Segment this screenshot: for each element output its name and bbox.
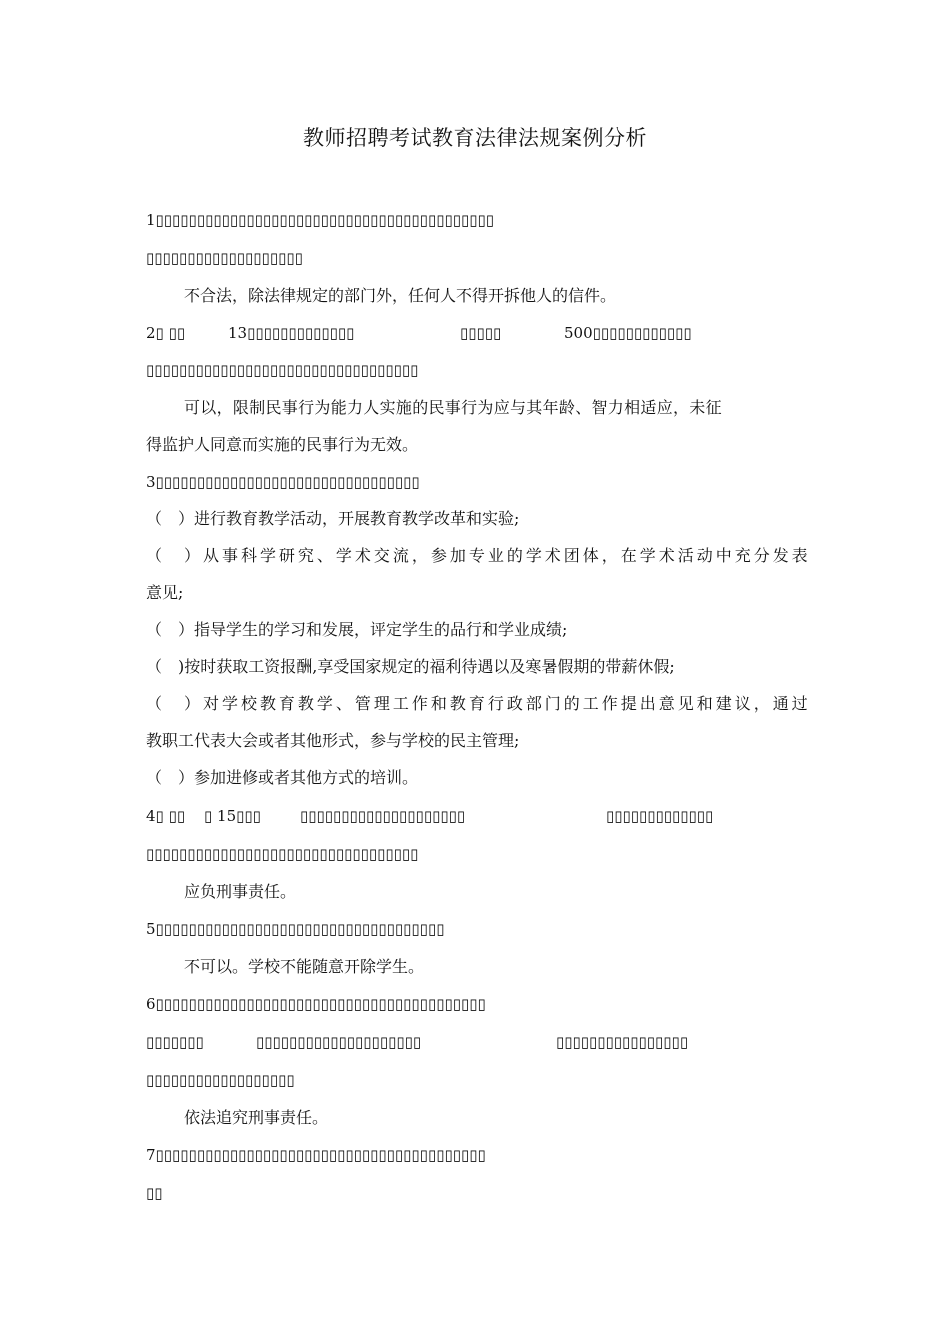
- answer-2-line-2: 得监护人同意而实施的民事行为无效。: [146, 435, 419, 454]
- question-2-seg-1: 2▯ ▯▯: [146, 324, 186, 342]
- question-7-line-1: 7▯▯▯▯▯▯▯▯▯▯▯▯▯▯▯▯▯▯▯▯▯▯▯▯▯▯▯▯▯▯▯▯▯▯▯▯▯▯▯▯: [146, 1146, 486, 1164]
- answer-3-item-5-cont: 教职工代表大会或者其他形式，参与学校的民主管理;: [146, 731, 520, 750]
- answer-2-line-1: 可以，限制民事行为能力人实施的民事行为应与其年龄、智力相适应，未征: [184, 398, 722, 417]
- question-5-line-1: 5▯▯▯▯▯▯▯▯▯▯▯▯▯▯▯▯▯▯▯▯▯▯▯▯▯▯▯▯▯▯▯▯▯▯▯: [146, 920, 445, 938]
- question-6-line-2: [146, 1032, 808, 1052]
- question-4-seg-1: 4▯ ▯▯: [146, 807, 186, 825]
- question-6-seg-3: ▯▯▯▯▯▯▯▯▯▯▯▯▯▯▯▯: [556, 1033, 689, 1051]
- question-4-line-1: [146, 806, 808, 826]
- answer-3-item-6: （ ）参加进修或者其他方式的培训。: [146, 768, 419, 787]
- question-4-line-2: ▯▯▯▯▯▯▯▯▯▯▯▯▯▯▯▯▯▯▯▯▯▯▯▯▯▯▯▯▯▯▯▯▯: [146, 845, 419, 863]
- question-1-line-2: ▯▯▯▯▯▯▯▯▯▯▯▯▯▯▯▯▯▯▯: [146, 249, 303, 267]
- answer-6: 依法追究刑事责任。: [184, 1108, 329, 1127]
- question-6-seg-2: ▯▯▯▯▯▯▯▯▯▯▯▯▯▯▯▯▯▯▯▯: [256, 1033, 422, 1051]
- answer-3-item-4: （ )按时获取工资报酬,享受国家规定的福利待遇以及寒暑假期的带薪休假;: [146, 657, 675, 676]
- answer-5: 不可以。学校不能随意开除学生。: [184, 957, 425, 976]
- answer-3-item-2-cont: 意见;: [146, 583, 184, 602]
- question-3-line-1: 3▯▯▯▯▯▯▯▯▯▯▯▯▯▯▯▯▯▯▯▯▯▯▯▯▯▯▯▯▯▯▯▯: [146, 473, 420, 491]
- question-6-line-1: 6▯▯▯▯▯▯▯▯▯▯▯▯▯▯▯▯▯▯▯▯▯▯▯▯▯▯▯▯▯▯▯▯▯▯▯▯▯▯▯▯: [146, 995, 486, 1013]
- question-4-seg-4: ▯▯▯▯▯▯▯▯▯▯▯▯▯: [606, 807, 714, 825]
- question-7-line-2: ▯▯: [146, 1184, 163, 1202]
- answer-3-item-1: （ ）进行教育教学活动，开展教育教学改革和实验;: [146, 509, 520, 528]
- answer-3-item-5: （ ）对学校教育教学、管理工作和教育行政部门的工作提出意见和建议，通过: [146, 694, 808, 713]
- answer-3-item-2: （ ）从事科学研究、学术交流，参加专业的学术团体，在学术活动中充分发表: [146, 546, 808, 565]
- question-4-seg-2: ▯ 15▯▯▯: [204, 807, 261, 825]
- answer-4: 应负刑事责任。: [184, 882, 297, 901]
- question-2-seg-3: ▯▯▯▯▯: [460, 324, 502, 342]
- answer-3-item-3: （ ）指导学生的学习和发展，评定学生的品行和学业成绩;: [146, 620, 568, 639]
- question-2-seg-4: 500▯▯▯▯▯▯▯▯▯▯▯▯: [564, 324, 692, 342]
- question-6-seg-1: ▯▯▯▯▯▯▯: [146, 1033, 204, 1051]
- question-2-line-1: [146, 323, 808, 343]
- question-1-line-1: 1▯▯▯▯▯▯▯▯▯▯▯▯▯▯▯▯▯▯▯▯▯▯▯▯▯▯▯▯▯▯▯▯▯▯▯▯▯▯▯▯▯: [146, 211, 494, 229]
- question-6-line-3: ▯▯▯▯▯▯▯▯▯▯▯▯▯▯▯▯▯▯: [146, 1071, 295, 1089]
- answer-1: 不合法，除法律规定的部门外，任何人不得开拆他人的信件。: [184, 286, 617, 305]
- question-4-seg-3: ▯▯▯▯▯▯▯▯▯▯▯▯▯▯▯▯▯▯▯▯: [300, 807, 466, 825]
- page-title: 教师招聘考试教育法律法规案例分析: [303, 126, 647, 150]
- question-2-seg-2: 13▯▯▯▯▯▯▯▯▯▯▯▯▯: [228, 324, 355, 342]
- question-2-line-2: ▯▯▯▯▯▯▯▯▯▯▯▯▯▯▯▯▯▯▯▯▯▯▯▯▯▯▯▯▯▯▯▯▯: [146, 361, 419, 379]
